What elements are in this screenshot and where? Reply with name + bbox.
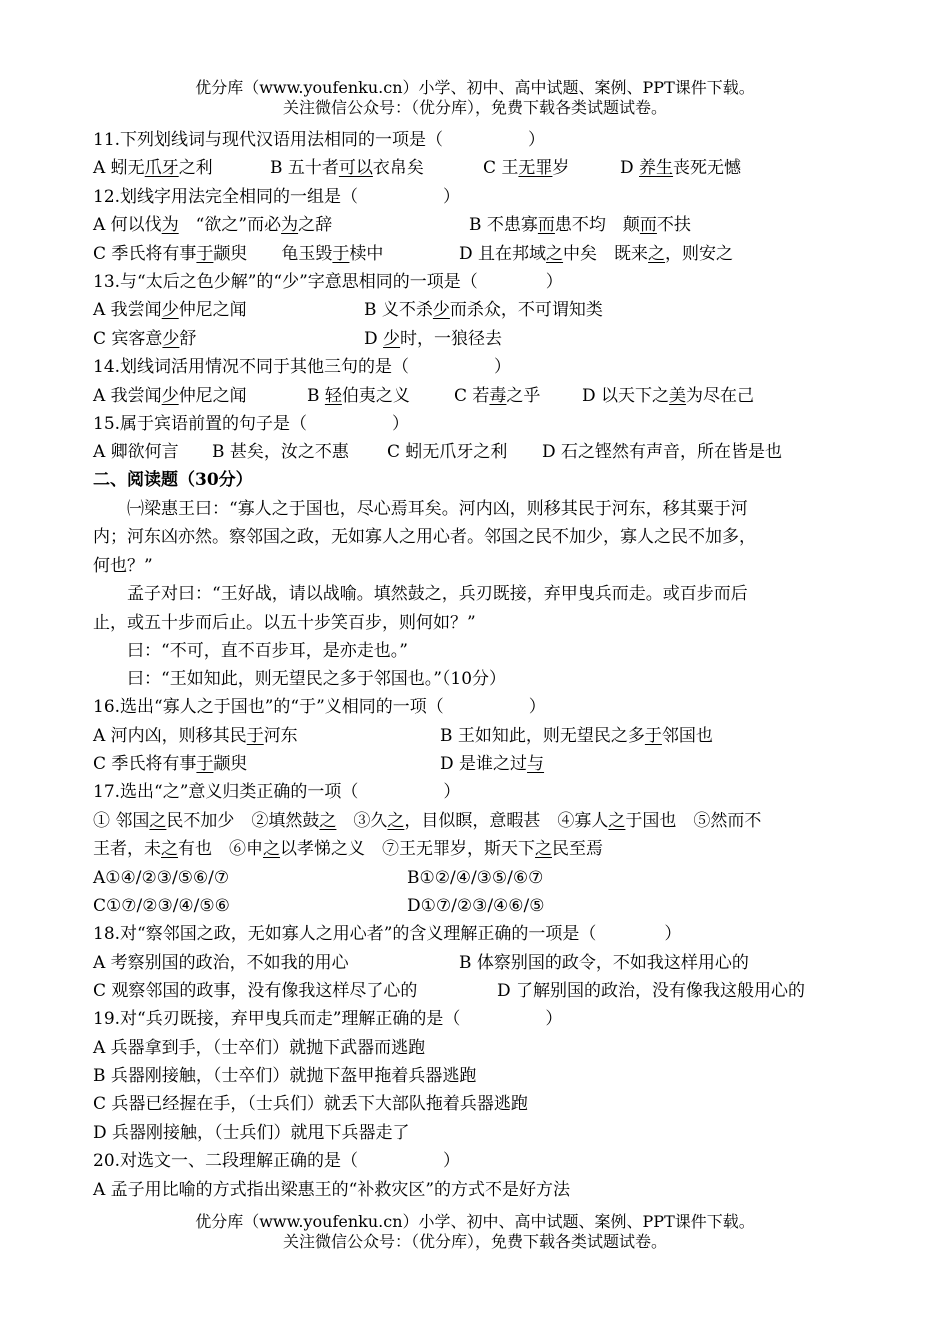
footer-line-1: 优分库（www.youfenku.cn）小学、初中、高中试题、案例、PPT课件下载。 xyxy=(195,1212,755,1231)
q12-option-d: D 且在邦域之中矣 既来之，则安之 xyxy=(459,244,734,264)
q12-option-a: A 何以伐为 “欲之”而必为之辞 xyxy=(93,215,333,235)
passage-p3: 曰：“不可，直不百步耳，是亦走也。” xyxy=(127,641,408,661)
q19-option-a: A 兵器拿到手，（士卒们）就抛下武器而逃跑 xyxy=(93,1038,426,1058)
passage-p1-line3: 何也？” xyxy=(93,556,153,576)
q18-option-b: B 体察别国的政令，不如我这样用心的 xyxy=(459,953,749,973)
q17-option-c: C①⑦/②③/④/⑤⑥ xyxy=(93,896,230,916)
q11-option-b: B 五十者可以衣帛矣 xyxy=(270,158,424,178)
q12-option-c: C 季氏将有事于颛臾 龟玉毁于椟中 xyxy=(93,244,384,264)
q13-option-b: B 义不杀少而杀众，不可谓知类 xyxy=(364,300,603,320)
q13-option-a: A 我尝闻少仲尼之闻 xyxy=(93,300,247,320)
q17-option-a: A①④/②③/⑤⑥/⑦ xyxy=(93,868,230,888)
q11-option-a: A 蚓无爪牙之利 xyxy=(93,158,213,178)
q16-option-a: A 河内凶，则移其民于河东 xyxy=(93,726,298,746)
q16-option-c: C 季氏将有事于颛臾 xyxy=(93,754,248,774)
q17-option-b: B①②/④/③⑤/⑥⑦ xyxy=(407,868,544,888)
q12-option-b: B 不患寡而患不均 颠而不扶 xyxy=(469,215,691,235)
passage-p1-line2: 内；河东凶亦然。察邻国之政，无如寡人之用心者。邻国之民不加少，寡人之民不加多， xyxy=(93,527,756,547)
q13-option-d: D 少时，一狼径去 xyxy=(364,329,503,349)
q15-stem: 15.属于宾语前置的句子是（ ） xyxy=(93,414,410,434)
q15-option-d: D 石之铿然有声音，所在皆是也 xyxy=(542,442,783,462)
q11-stem: 11.下列划线词与现代汉语用法相同的一项是（ ） xyxy=(93,130,546,150)
q14-option-d: D 以天下之美为尽在己 xyxy=(582,386,755,406)
q15-option-b: B 甚矣，汝之不惠 xyxy=(212,442,349,462)
passage-p2-line2: 止，或五十步而后止。以五十步笑百步，则何如？” xyxy=(93,613,476,633)
q16-option-b: B 王如知此，则无望民之多于邻国也 xyxy=(440,726,713,746)
q18-option-d: D 了解别国的政治，没有像我这般用心的 xyxy=(497,981,806,1001)
header-line-1: 优分库（www.youfenku.cn）小学、初中、高中试题、案例、PPT课件下载。 xyxy=(195,78,755,97)
header-line-2: 关注微信公众号：（优分库），免费下载各类试题试卷。 xyxy=(282,98,667,117)
passage-p4: 曰：“王如知此，则无望民之多于邻国也。”（10分） xyxy=(127,669,507,689)
passage-p2-line1: 孟子对曰：“王好战，请以战喻。填然鼓之，兵刃既接，弃甲曳兵而走。或百步而后 xyxy=(127,584,748,604)
q17-items-line2: 王者，未之有也 ⑥申之以孝悌之义 ⑦王无罪岁，斯天下之民至焉 xyxy=(93,839,603,859)
q17-option-d: D①⑦/②③/④⑥/⑤ xyxy=(407,896,545,916)
q15-option-a: A 卿欲何言 xyxy=(93,442,179,462)
q19-option-d: D 兵器刚接触，（士兵们）就甩下兵器走了 xyxy=(93,1123,410,1143)
q16-option-d: D 是谁之过与 xyxy=(440,754,545,774)
q16-stem: 16.选出“寡人之于国也”的“于”义相同的一项（ ） xyxy=(93,697,546,717)
q15-option-c: C 蚓无爪牙之利 xyxy=(387,442,508,462)
q19-option-c: C 兵器已经握在手，（士兵们）就丢下大部队拖着兵器逃跑 xyxy=(93,1094,528,1114)
passage-p1-line1: ㈠梁惠王曰：“寡人之于国也，尽心焉耳矣。河内凶，则移其民于河东，移其粟于河 xyxy=(127,499,748,519)
q20-option-a: A 孟子用比喻的方式指出梁惠王的“补救灾区”的方式不是好方法 xyxy=(93,1180,571,1200)
q12-stem: 12.划线字用法完全相同的一组是（ ） xyxy=(93,187,461,207)
footer-line-2: 关注微信公众号：（优分库），免费下载各类试题试卷。 xyxy=(282,1232,667,1251)
q18-option-c: C 观察邻国的政事，没有像我这样尽了心的 xyxy=(93,981,418,1001)
q20-stem: 20.对选文一、二段理解正确的是（ ） xyxy=(93,1151,461,1171)
q14-option-a: A 我尝闻少仲尼之闻 xyxy=(93,386,247,406)
q11-option-d: D 养生丧死无憾 xyxy=(620,158,742,178)
q14-option-b: B 轻伯夷之义 xyxy=(307,386,410,406)
q11-option-c: C 王无罪岁 xyxy=(483,158,570,178)
q13-stem: 13.与“太后之色少解”的“少”字意思相同的一项是（ ） xyxy=(93,272,563,292)
q19-stem: 19.对“兵刃既接，弃甲曳兵而走”理解正确的是（ ） xyxy=(93,1009,563,1029)
q14-option-c: C 若毒之乎 xyxy=(454,386,541,406)
q13-option-c: C 宾客意少舒 xyxy=(93,329,197,349)
q17-stem: 17.选出“之”意义归类正确的一项（ ） xyxy=(93,782,461,802)
q18-stem: 18.对“察邻国之政，无如寡人之用心者”的含义理解正确的一项是（ ） xyxy=(93,924,682,944)
q17-items-line1: ① 邻国之民不加少 ②填然鼓之 ③久之，目似瞑，意暇甚 ④寡人之于国也 ⑤然而不 xyxy=(93,811,762,831)
q18-option-a: A 考察别国的政治，不如我的用心 xyxy=(93,953,349,973)
q14-stem: 14.划线词活用情况不同于其他三句的是（ ） xyxy=(93,357,512,377)
q19-option-b: B 兵器刚接触，（士卒们）就抛下盔甲拖着兵器逃跑 xyxy=(93,1066,477,1086)
section-2-title: 二、阅读题（30分） xyxy=(93,470,253,490)
